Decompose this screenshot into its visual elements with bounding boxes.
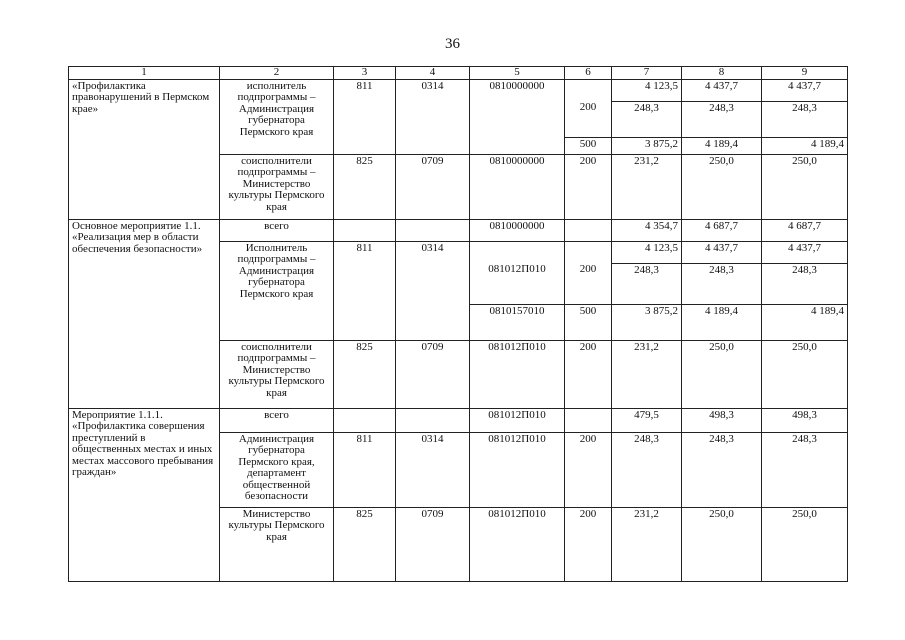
cell-c8: 4 437,7	[682, 241, 762, 263]
cell-c7: 4 354,7	[612, 219, 682, 241]
executor-cell: соисполнители подпрограммы – Министерство культуры Пермского края	[220, 154, 334, 219]
cell-c3: 825	[334, 154, 396, 219]
cell-c6	[565, 408, 612, 432]
cell-c4: 0314	[396, 432, 470, 507]
column-number: 8	[682, 67, 762, 80]
cell-c5: 0810000000	[470, 154, 565, 219]
cell-c7: 3 875,2	[612, 304, 682, 340]
cell-c5: 0810157010	[470, 304, 565, 340]
cell-c7: 231,2	[612, 507, 682, 581]
executor-cell: Администрация губернатора Пермского края, департамент общественной безопасности	[220, 432, 334, 507]
cell-c4: 0709	[396, 154, 470, 219]
cell-c6: 200	[565, 154, 612, 219]
column-number: 5	[470, 67, 565, 80]
cell-c7: 3 875,2	[612, 137, 682, 154]
cell-c7: 248,3	[612, 263, 682, 304]
cell-c8: 4 189,4	[682, 304, 762, 340]
cell-c8: 250,0	[682, 340, 762, 408]
cell-c6: 200	[565, 263, 612, 304]
cell-c5: 081012П010	[470, 432, 565, 507]
cell-c6: 200	[565, 432, 612, 507]
cell-c7: 231,2	[612, 154, 682, 219]
column-number: 7	[612, 67, 682, 80]
page-number: 36	[445, 36, 460, 52]
column-number: 3	[334, 67, 396, 80]
cell-c4: 0314	[396, 79, 470, 154]
main-activity-name: Основное мероприятие 1.1. «Реализация мер в области обеспечения безопасности»	[69, 219, 220, 408]
cell-c5: 0810000000	[470, 219, 565, 241]
cell-c9: 250,0	[762, 340, 848, 408]
cell-c6	[565, 219, 612, 241]
column-number-row	[69, 67, 848, 80]
cell-c6: 200	[565, 340, 612, 408]
cell-c8: 250,0	[682, 154, 762, 219]
table-row	[69, 408, 848, 432]
cell-c3: 811	[334, 79, 396, 154]
cell-c9: 4 189,4	[762, 137, 848, 154]
cell-c9: 4 189,4	[762, 304, 848, 340]
cell-c9: 4 687,7	[762, 219, 848, 241]
cell-c3: 811	[334, 432, 396, 507]
cell-c8: 498,3	[682, 408, 762, 432]
cell-c6: 200	[565, 101, 612, 137]
subprogram-name: «Профилактика правонарушений в Пермском крае»	[69, 79, 220, 219]
cell-c8: 4 437,7	[682, 79, 762, 101]
cell-c5: 081012П010	[470, 408, 565, 432]
cell-c9: 248,3	[762, 432, 848, 507]
cell-c4: 0709	[396, 340, 470, 408]
cell-c9: 4 437,7	[762, 79, 848, 101]
cell-c6	[565, 79, 612, 101]
executor-cell: Министерство культуры Пермского края	[220, 507, 334, 581]
cell-c3: 825	[334, 340, 396, 408]
cell-c6: 500	[565, 304, 612, 340]
cell-c4	[396, 408, 470, 432]
cell-c6: 500	[565, 137, 612, 154]
executor-cell: исполнитель подпрограммы – Администрация губернатора Пермского края	[220, 79, 334, 154]
cell-c4: 0314	[396, 241, 470, 340]
column-number: 4	[396, 67, 470, 80]
cell-c5	[470, 241, 565, 263]
executor-cell: всего	[220, 408, 334, 432]
column-number: 9	[762, 67, 848, 80]
cell-c8: 250,0	[682, 507, 762, 581]
cell-c7: 4 123,5	[612, 241, 682, 263]
executor-cell: Исполнитель подпрограммы – Администрация губернатора Пермского края	[220, 241, 334, 340]
activity-name: Мероприятие 1.1.1. «Профилактика совершения преступлений в общественных местах и иных местах массового пребывания граждан»	[69, 408, 220, 581]
cell-c5: 081012П010	[470, 263, 565, 304]
cell-c9: 250,0	[762, 507, 848, 581]
column-number: 2	[220, 67, 334, 80]
cell-c8: 4 189,4	[682, 137, 762, 154]
table-row	[69, 219, 848, 241]
cell-c7: 479,5	[612, 408, 682, 432]
column-number: 1	[69, 67, 220, 80]
cell-c8: 248,3	[682, 263, 762, 304]
cell-c8: 248,3	[682, 101, 762, 137]
cell-c7: 248,3	[612, 101, 682, 137]
cell-c4	[396, 219, 470, 241]
cell-c3: 811	[334, 241, 396, 340]
cell-c3: 825	[334, 507, 396, 581]
cell-c9: 498,3	[762, 408, 848, 432]
budget-table	[68, 66, 848, 582]
cell-c9: 250,0	[762, 154, 848, 219]
cell-c5: 081012П010	[470, 507, 565, 581]
cell-c9: 248,3	[762, 263, 848, 304]
column-number: 6	[565, 67, 612, 80]
cell-c9: 248,3	[762, 101, 848, 137]
cell-c3	[334, 408, 396, 432]
cell-c8: 248,3	[682, 432, 762, 507]
table-row	[69, 79, 848, 101]
cell-c5: 081012П010	[470, 340, 565, 408]
cell-c7: 248,3	[612, 432, 682, 507]
cell-c6: 200	[565, 507, 612, 581]
cell-c7: 231,2	[612, 340, 682, 408]
cell-c7: 4 123,5	[612, 79, 682, 101]
executor-cell: соисполнители подпрограммы – Министерство культуры Пермского края	[220, 340, 334, 408]
executor-cell: всего	[220, 219, 334, 241]
cell-c5: 0810000000	[470, 79, 565, 154]
cell-c8: 4 687,7	[682, 219, 762, 241]
cell-c3	[334, 219, 396, 241]
cell-c4: 0709	[396, 507, 470, 581]
cell-c9: 4 437,7	[762, 241, 848, 263]
cell-c6	[565, 241, 612, 263]
